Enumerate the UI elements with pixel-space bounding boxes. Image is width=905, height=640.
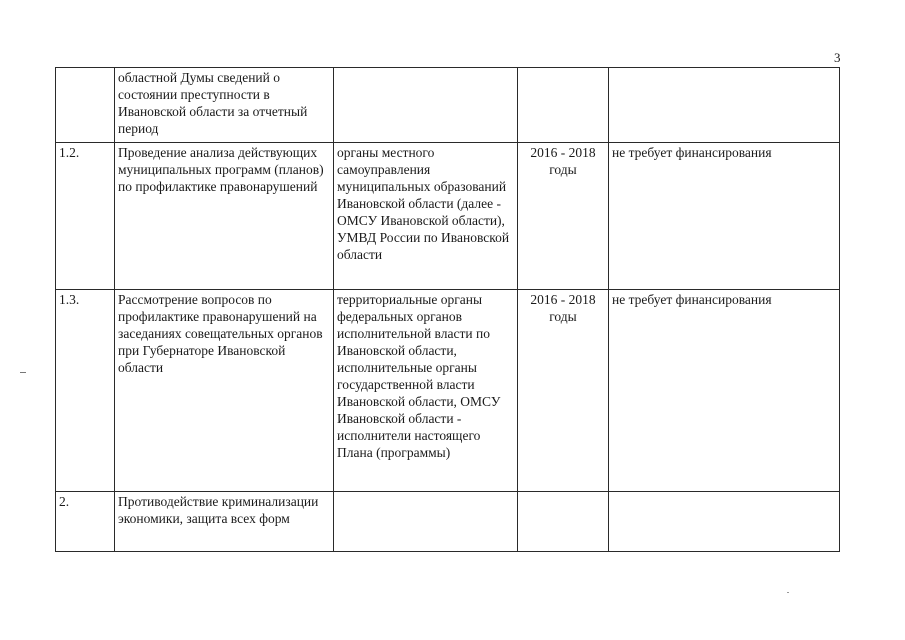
financing-cell [609,492,840,552]
financing-cell: не требует финансирования [609,143,840,290]
scan-mark [20,372,26,373]
item-number-cell [56,68,115,143]
scan-speck [787,592,789,593]
measure-name-cell: Рассмотрение вопросов по профилактике правонарушений на заседаниях совещательных органов при Губернаторе Ивановской области [115,290,334,492]
page-number: 3 [834,50,841,65]
measure-name-cell: Противодействие криминализации экономики, защита всех форм [115,492,334,552]
period-cell: 2016 - 2018 годы [518,290,609,492]
financing-cell: не требует финансирования [609,290,840,492]
item-number-cell: 1.3. [56,290,115,492]
executors-cell: органы местного самоуправления муниципальных образований Ивановской области (далее - ОМСУ Ивановской области), УМВД России по Ивановской области [334,143,518,290]
executors-cell: территориальные органы федеральных органов исполнительной власти по Ивановской области, исполнительные органы государственной власти Ивановской области, ОМСУ Ивановской области - исполнители настоящего Плана (программы) [334,290,518,492]
item-number-cell: 1.2. [56,143,115,290]
financing-cell [609,68,840,143]
executors-cell [334,492,518,552]
measures-table [55,67,840,552]
item-number-cell: 2. [56,492,115,552]
period-cell: 2016 - 2018 годы [518,143,609,290]
table-row [56,143,840,290]
executors-cell [334,68,518,143]
table-row [56,68,840,143]
period-cell [518,68,609,143]
measure-name-cell: областной Думы сведений о состоянии преступности в Ивановской области за отчетный период [115,68,334,143]
measure-name-cell: Проведение анализа действующих муниципальных программ (планов) по профилактике правонарушений [115,143,334,290]
table-row [56,290,840,492]
table-row [56,492,840,552]
period-cell [518,492,609,552]
